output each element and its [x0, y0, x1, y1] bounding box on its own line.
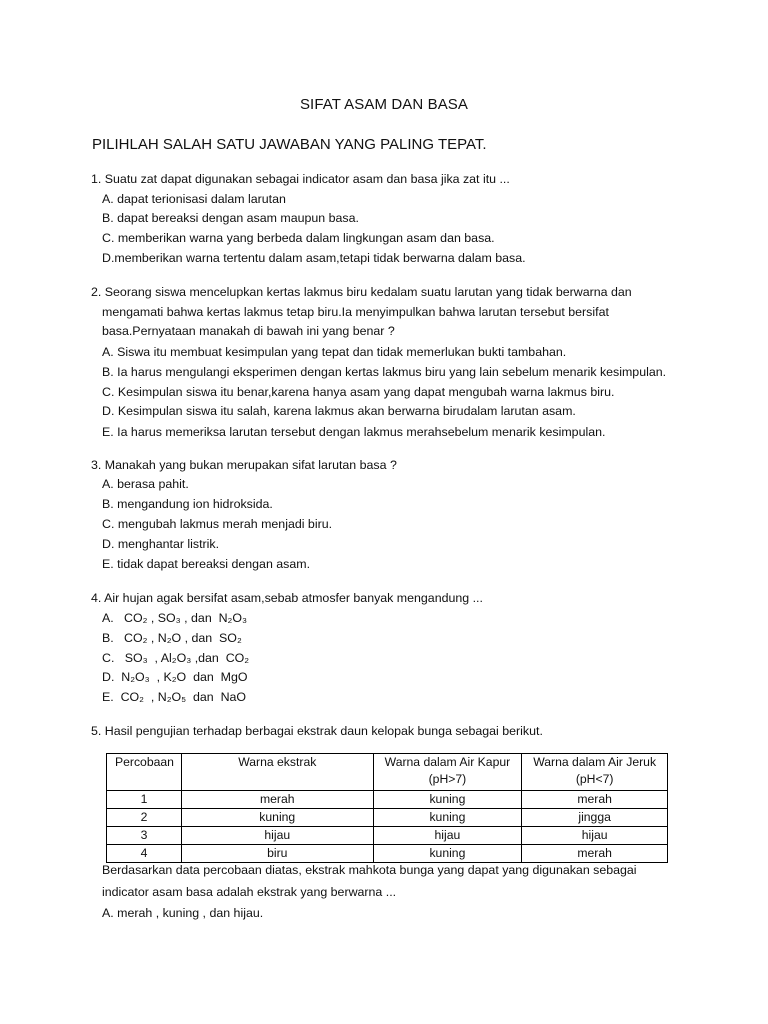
- table-cell: 2: [107, 809, 182, 827]
- q3-option-a: A. berasa pahit.: [102, 477, 189, 491]
- q3-option-d: D. menghantar listrik.: [102, 537, 220, 551]
- table-cell: 3: [107, 827, 182, 845]
- table-cell: merah: [522, 791, 668, 809]
- table-header-row: [107, 754, 668, 791]
- q1-option-d: D.memberikan warna tertentu dalam asam,tetapi tidak berwarna dalam basa.: [102, 251, 526, 265]
- q3-option-c: C. mengubah lakmus merah menjadi biru.: [102, 517, 333, 531]
- q4-option-b: B. CO₂ , N₂O , dan SO₂: [102, 631, 242, 645]
- q4-option-c: C. SO₃ , Al₂O₃ ,dan CO₂: [102, 651, 250, 665]
- q4-option-a: A. CO₂ , SO₃ , dan N₂O₃: [102, 611, 248, 625]
- table-cell: hijau: [181, 827, 373, 845]
- table-cell: biru: [181, 845, 373, 863]
- q5-option-a: A. merah , kuning , dan hijau.: [102, 906, 264, 920]
- q2-option-e: E. Ia harus memeriksa larutan tersebut dengan lakmus merahsebelum menarik kesimpulan.: [102, 425, 606, 439]
- question-1: 1. Suatu zat dapat digunakan sebagai indicator asam dan basa jika zat itu ...: [91, 172, 510, 186]
- q2-option-d: D. Kesimpulan siswa itu salah, karena lakmus akan berwarna birudalam larutan asam.: [102, 404, 576, 418]
- q1-option-c: C. memberikan warna yang berbeda dalam lingkungan asam dan basa.: [102, 231, 495, 245]
- table-cell: merah: [181, 791, 373, 809]
- table-cell: hijau: [522, 827, 668, 845]
- table-row: [107, 791, 668, 809]
- header-percobaan: Percobaan: [107, 754, 182, 791]
- table-cell: kuning: [181, 809, 373, 827]
- question-5: 5. Hasil pengujian terhadap berbagai ekstrak daun kelopak bunga sebagai berikut.: [91, 724, 543, 738]
- q3-option-e: E. tidak dapat bereaksi dengan asam.: [102, 557, 311, 571]
- q2-option-b: B. Ia harus mengulangi eksperimen dengan kertas lakmus biru yang lain sebelum menarik kesimpulan.: [102, 365, 667, 379]
- table-cell: 4: [107, 845, 182, 863]
- table-cell: kuning: [373, 791, 522, 809]
- table-row: [107, 827, 668, 845]
- table-row: [107, 809, 668, 827]
- page-title: SIFAT ASAM DAN BASA: [299, 96, 469, 113]
- header-warna-ekstrak: Warna ekstrak: [181, 754, 373, 791]
- header-air-jeruk: Warna dalam Air Jeruk (pH<7): [522, 754, 668, 791]
- table-row: [107, 845, 668, 863]
- q2-option-c: C. Kesimpulan siswa itu benar,karena hanya asam yang dapat mengubah warna lakmus biru.: [102, 385, 615, 399]
- q5-followup-line-1: Berdasarkan data percobaan diatas, ekstrak mahkota bunga yang dapat yang digunakan sebagai: [102, 863, 637, 877]
- q4-option-e: E. CO₂ , N₂O₅ dan NaO: [102, 690, 247, 704]
- q4-option-d: D. N₂O₃ , K₂O dan MgO: [102, 670, 248, 684]
- results-table: [106, 753, 668, 863]
- question-2-line-1: 2. Seorang siswa mencelupkan kertas lakmus biru kedalam suatu larutan yang tidak berwarna dan: [91, 285, 632, 299]
- table-cell: hijau: [373, 827, 522, 845]
- question-3: 3. Manakah yang bukan merupakan sifat larutan basa ?: [91, 458, 397, 472]
- table-cell: kuning: [373, 809, 522, 827]
- question-4: 4. Air hujan agak bersifat asam,sebab atmosfer banyak mengandung ...: [91, 591, 483, 605]
- q1-option-a: A. dapat terionisasi dalam larutan: [102, 192, 286, 206]
- q2-option-a: A. Siswa itu membuat kesimpulan yang tepat dan tidak memerlukan bukti tambahan.: [102, 345, 567, 359]
- header-air-kapur: Warna dalam Air Kapur (pH>7): [373, 754, 522, 791]
- q5-followup-line-2: indicator asam basa adalah ekstrak yang berwarna ...: [102, 885, 397, 899]
- q1-option-b: B. dapat bereaksi dengan asam maupun basa.: [102, 211, 359, 225]
- question-2-line-3: basa.Pernyataan manakah di bawah ini yang benar ?: [102, 324, 395, 338]
- table-cell: jingga: [522, 809, 668, 827]
- question-2-line-2: mengamati bahwa kertas lakmus tetap biru.Ia menyimpulkan bahwa larutan tersebut bersifat: [102, 305, 609, 319]
- q3-option-b: B. mengandung ion hidroksida.: [102, 497, 273, 511]
- table-cell: 1: [107, 791, 182, 809]
- table-cell: merah: [522, 845, 668, 863]
- instruction-heading: PILIHLAH SALAH SATU JAWABAN YANG PALING TEPAT.: [92, 136, 487, 153]
- table-cell: kuning: [373, 845, 522, 863]
